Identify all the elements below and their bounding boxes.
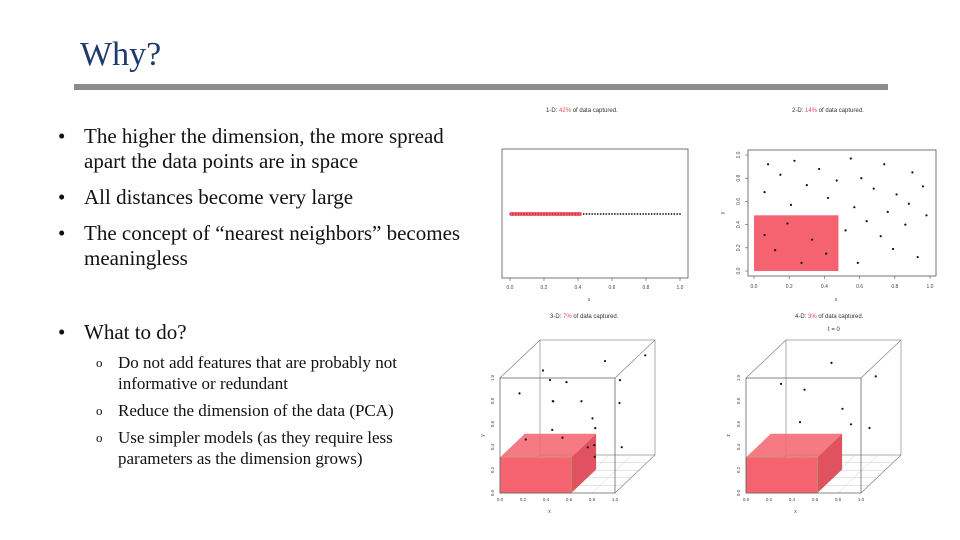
- plot-1d-point: [563, 213, 565, 215]
- plot-1d-point: [676, 213, 678, 215]
- plot-2d-point: [873, 188, 875, 190]
- plot-3d-tick-label-y: 0.6: [490, 420, 495, 428]
- plot-1d-point: [518, 213, 520, 215]
- plot-1d-point: [509, 213, 511, 215]
- plot-1d-point: [532, 213, 534, 215]
- panel-2d-suffix: of data captured.: [818, 108, 864, 114]
- bullet-item: • The higher the dimension, the more spread apart the data points are in space: [58, 124, 488, 174]
- plot-1d-point: [574, 213, 576, 215]
- plot-3d-point: [518, 392, 520, 394]
- plot-1d-point: [665, 213, 667, 215]
- plot-1d-point: [569, 213, 571, 215]
- plot-3d-edge: [615, 340, 655, 378]
- plot-1d-point: [625, 213, 627, 215]
- plot-2d-point: [786, 222, 788, 224]
- plot-3d-tick-label-x: 0.4: [542, 497, 550, 502]
- plot-1d-point: [549, 213, 551, 215]
- plot-2d-point: [887, 211, 889, 213]
- panel-4d-label: 4-D:: [795, 314, 807, 320]
- plot-2d-point: [793, 160, 795, 162]
- plot-3d-point: [542, 369, 544, 371]
- plot-2d-point: [850, 157, 852, 159]
- plot-3d-grid: [592, 455, 632, 493]
- panel-4d-extra: t = 0: [828, 327, 840, 333]
- plot-3d-highlight-front: [500, 457, 571, 493]
- plot-3d-xlabel: x: [548, 509, 551, 515]
- plot-3d-ylabel: y: [480, 434, 486, 437]
- plot-3d-tick-label-y: 0.0: [490, 489, 495, 497]
- plot-2d-tick-label-y: 0.4: [736, 221, 742, 229]
- plot-1d-point: [668, 213, 670, 215]
- sub-bullet-item: o Use simpler models (as they require less parameters as the dimension grows): [96, 427, 466, 469]
- plot-1d-point: [597, 213, 599, 215]
- plot-4d-ylabel: z: [726, 434, 732, 437]
- plot-1d-point: [634, 213, 636, 215]
- plot-1d-point: [552, 213, 554, 215]
- plot-1d-point: [671, 213, 673, 215]
- plot-2d-point: [917, 256, 919, 258]
- panel-2d-percent: 14%: [805, 108, 818, 114]
- plot-2d-ylabel: y: [720, 211, 726, 215]
- plot-1d-point: [526, 213, 528, 215]
- panel-4d-percent: 3%: [808, 314, 817, 320]
- plot-1d-point: [571, 213, 573, 215]
- plot-1d-point: [620, 213, 622, 215]
- plot-1d-point: [580, 213, 582, 215]
- plot-1d-point: [639, 213, 641, 215]
- plot-2d-tick-label-y: 0.2: [736, 244, 742, 252]
- plot-3d-point: [593, 444, 595, 446]
- plot-4d-tick-label-x: 1.0: [857, 497, 865, 502]
- plot-1d-point: [535, 213, 537, 215]
- bullet-item: • All distances become very large: [58, 185, 488, 210]
- plot-4d-point: [780, 383, 782, 385]
- plot-3d-tick-label-x: 0.6: [565, 497, 573, 502]
- panel-3d-percent: 7%: [563, 314, 572, 320]
- plot-1d-point: [614, 213, 616, 215]
- plot-1d-point: [566, 213, 568, 215]
- plot-4d-edge: [746, 340, 786, 378]
- plot-1d-point: [554, 213, 556, 215]
- plot-4d-tick-label-y: 0.2: [736, 466, 741, 474]
- plot-1d-point: [560, 213, 562, 215]
- plot-2d-highlight: [754, 215, 838, 271]
- plot-2d-point: [806, 184, 808, 186]
- plot-4d-tick-label-y: 0.4: [736, 443, 741, 451]
- plot-4d-tick-label-x: 0.8: [834, 497, 842, 502]
- plot-2d-point: [763, 191, 765, 193]
- plot-2d-tick-label-x: 0.8: [891, 284, 899, 290]
- plot-1d-point: [662, 213, 664, 215]
- panel-3d-suffix: of data captured.: [573, 314, 619, 320]
- plot-4d-xlabel: x: [794, 509, 797, 515]
- panel-1d-suffix: of data captured.: [572, 108, 618, 114]
- plot-1d-point: [637, 213, 639, 215]
- plot-2d-point: [866, 220, 868, 222]
- plot-2d-point: [911, 171, 913, 173]
- plot-3d-point: [565, 381, 567, 383]
- plot-3d-edge: [615, 455, 655, 493]
- plot-3d-point: [525, 438, 527, 440]
- plot-1d-tick-label: 1.0: [676, 285, 684, 291]
- plot-1d-point: [673, 213, 675, 215]
- plot-4d-grid: [838, 455, 878, 493]
- panel-3d-label: 3-D:: [550, 314, 562, 320]
- plot-1d-xlabel: x: [587, 297, 591, 303]
- plot-1d-point: [679, 213, 681, 215]
- plot-4d-tick-label-y: 0.0: [736, 489, 741, 497]
- plot-2d-point: [818, 168, 820, 170]
- plot-3d-tick-label-y: 0.2: [490, 466, 495, 474]
- panel-2d-label: 2-D:: [792, 108, 804, 114]
- plot-2d-tick-label-x: 1.0: [926, 284, 934, 290]
- plot-3d-point: [549, 379, 551, 381]
- plot-4d-tick-label-x: 0.6: [811, 497, 819, 502]
- plot-1d-point: [591, 213, 593, 215]
- plot-2d-point: [908, 203, 910, 205]
- sub-bullet-item: o Reduce the dimension of the data (PCA): [96, 400, 466, 421]
- plot-1d-point: [642, 213, 644, 215]
- plot-1d-tick-label: 0.6: [608, 285, 616, 291]
- plot-1d-point: [622, 213, 624, 215]
- plot-1d-point: [546, 213, 548, 215]
- plot-2d-point: [880, 235, 882, 237]
- plot-1d-point: [537, 213, 539, 215]
- plot-2d-point: [857, 262, 859, 264]
- plot-1d-point: [654, 213, 656, 215]
- plot-1d-point: [608, 213, 610, 215]
- plot-4d-tick-label-x: 0.2: [765, 497, 773, 502]
- plot-3d-point: [594, 427, 596, 429]
- plot-1d-tick-label: 0.2: [540, 285, 548, 291]
- plot-4d-point: [830, 362, 832, 364]
- plot-1d-point: [628, 213, 630, 215]
- plot-1d-point: [520, 213, 522, 215]
- slide-title: Why?: [80, 36, 162, 73]
- plot-3d-point: [644, 354, 646, 356]
- plot-3d-point: [587, 446, 589, 448]
- plot-2d-point: [853, 206, 855, 208]
- plot-2d-point: [895, 193, 897, 195]
- plot-1d-point: [651, 213, 653, 215]
- plot-2d-point: [892, 248, 894, 250]
- panel-4d-suffix: of data captured.: [818, 314, 864, 320]
- plot-1d-point: [586, 213, 588, 215]
- plot-2d-tick-label-x: 0.0: [750, 284, 758, 290]
- plot-2d-point: [844, 229, 846, 231]
- plot-2d-point: [811, 239, 813, 241]
- plot-1d-point: [512, 213, 514, 215]
- plot-2d-point: [883, 163, 885, 165]
- plot-1d-point: [529, 213, 531, 215]
- plot-4d-tick-label-y: 1.0: [736, 374, 741, 382]
- plot-2d-point: [827, 197, 829, 199]
- plot-2d-tick-label-y: 0.0: [736, 267, 742, 275]
- plot-4d-tick-label-x: 0.4: [788, 497, 796, 502]
- plot-1d-point: [594, 213, 596, 215]
- plot-2d-xlabel: x: [834, 297, 838, 303]
- plot-2d-tick-label-x: 0.2: [785, 284, 793, 290]
- plot-1d-point: [540, 213, 542, 215]
- plot-2d-point: [800, 262, 802, 264]
- plot-3d-point: [591, 417, 593, 419]
- plot-2d-point: [922, 185, 924, 187]
- plot-4d-highlight-front: [746, 457, 817, 493]
- plot-1d-point: [648, 213, 650, 215]
- plot-3d-point: [580, 400, 582, 402]
- plot-2d-point: [904, 224, 906, 226]
- plot-1d-point: [577, 213, 579, 215]
- plot-1d-point: [656, 213, 658, 215]
- plot-3d-tick-label-y: 0.8: [490, 397, 495, 405]
- plot-1d-tick-label: 0.8: [642, 285, 650, 291]
- plot-3d-point: [552, 400, 554, 402]
- plot-3d-point: [619, 379, 621, 381]
- plot-4d-point: [850, 423, 852, 425]
- plot-1d-point: [605, 213, 607, 215]
- plot-3d-point: [621, 446, 623, 448]
- plot-1d-point: [543, 213, 545, 215]
- plot-4d-point: [875, 375, 877, 377]
- plot-2d-tick-label-y: 0.8: [736, 174, 742, 182]
- plot-3d-tick-label-x: 0.8: [588, 497, 596, 502]
- plot-4d-point: [799, 421, 801, 423]
- plot-3d-tick-label-y: 0.4: [490, 443, 495, 451]
- plot-1d-point: [557, 213, 559, 215]
- plot-4d-edge: [861, 455, 901, 493]
- plot-3d-tick-label-y: 1.0: [490, 374, 495, 382]
- panel-1d-percent: 42%: [559, 108, 572, 114]
- plot-3d-point: [594, 456, 596, 458]
- plot-1d-tick-label: 0.0: [506, 285, 514, 291]
- plot-2d-point: [767, 163, 769, 165]
- plot-2d-point: [790, 204, 792, 206]
- plot-3d-point: [551, 429, 553, 431]
- plot-1d-point: [603, 213, 605, 215]
- panel-1d-label: 1-D:: [546, 108, 558, 114]
- plot-1d-point: [659, 213, 661, 215]
- plot-2d-point: [836, 179, 838, 181]
- plot-2d-point: [925, 214, 927, 216]
- bullet-item: • The concept of “nearest neighbors” becomes meaningless: [58, 221, 488, 271]
- sub-bullet-item: o Do not add features that are probably not informative or redundant: [96, 352, 466, 394]
- plot-4d-tick-label-y: 0.8: [736, 397, 741, 405]
- bullet-item-what-to-do: • What to do?: [58, 320, 488, 345]
- plot-1d-point: [617, 213, 619, 215]
- plot-1d-point: [588, 213, 590, 215]
- plot-2d-point: [825, 253, 827, 255]
- plot-3d-tick-label-x: 1.0: [611, 497, 619, 502]
- plot-3d-edge: [500, 340, 540, 378]
- plot-3d-point: [604, 360, 606, 362]
- plot-1d-point: [600, 213, 602, 215]
- plot-1d-point: [611, 213, 613, 215]
- plot-1d-tick-label: 0.4: [574, 285, 582, 291]
- plot-4d-tick-label-y: 0.6: [736, 420, 741, 428]
- plot-1d-point: [631, 213, 633, 215]
- plot-2d-tick-label-x: 0.4: [820, 284, 828, 290]
- plot-1d-point: [523, 213, 525, 215]
- plot-4d-point: [841, 408, 843, 410]
- plot-2d-point: [774, 249, 776, 251]
- plot-1d-point: [583, 213, 585, 215]
- plot-2d-tick-label-y: 0.6: [736, 197, 742, 205]
- plot-3d-point: [618, 402, 620, 404]
- plot-4d-tick-label-x: 0.0: [742, 497, 750, 502]
- plot-1d-point: [515, 213, 517, 215]
- plot-4d-edge: [861, 340, 901, 378]
- plot-3d-tick-label-x: 0.0: [496, 497, 504, 502]
- plot-4d-point: [868, 427, 870, 429]
- plot-2d-tick-label-y: 1.0: [736, 151, 742, 159]
- plot-4d-point: [803, 389, 805, 391]
- plot-2d-point: [860, 177, 862, 179]
- plot-3d-tick-label-x: 0.2: [519, 497, 527, 502]
- plot-2d-point: [763, 234, 765, 236]
- plot-1d-point: [645, 213, 647, 215]
- plot-3d-point: [561, 437, 563, 439]
- plot-2d-point: [779, 174, 781, 176]
- plot-2d-tick-label-x: 0.6: [856, 284, 864, 290]
